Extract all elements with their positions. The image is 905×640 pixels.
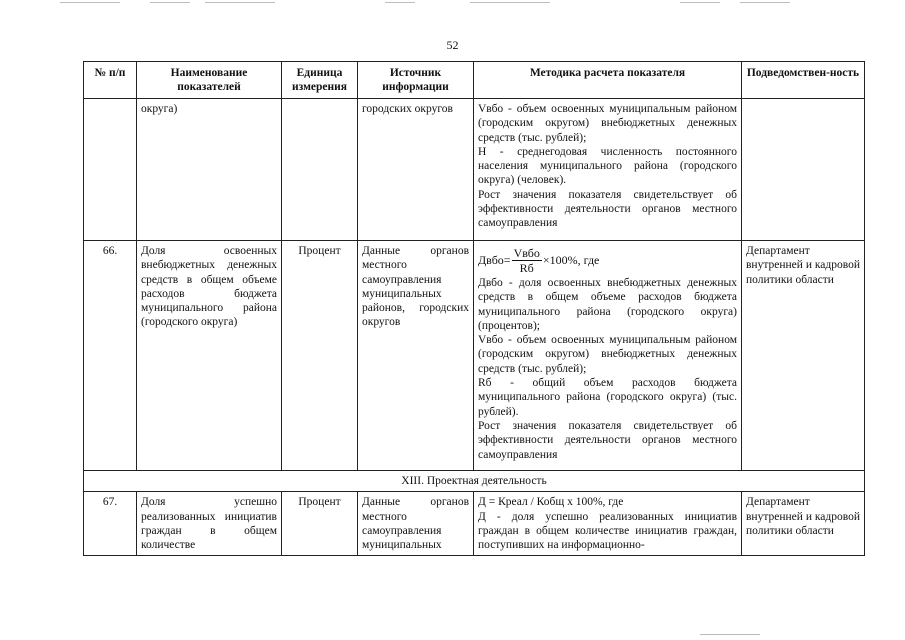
method-line: Рост значения показателя свидетельствует об эффективности деятельности органов местного самоуправления xyxy=(478,419,737,461)
cell-num: 67. xyxy=(84,492,137,556)
cell-subordination xyxy=(742,99,865,241)
scan-artifact xyxy=(385,2,415,3)
scan-artifact xyxy=(150,2,190,3)
cell-source: Данные органов местного самоуправления муниципальных районов, городских округов xyxy=(358,241,474,471)
section-title: XIII. Проектная деятельность xyxy=(84,471,865,492)
method-line: Рост значения показателя свидетельствует об эффективности деятельности органов местного самоуправления xyxy=(478,188,737,230)
cell-num: 66. xyxy=(84,241,137,471)
table-row-continuation xyxy=(84,99,865,241)
scan-artifact xyxy=(680,2,720,3)
table-row-67 xyxy=(84,492,865,556)
header-unit: Единица измерения xyxy=(282,62,358,99)
formula-denominator: Rб xyxy=(519,261,534,275)
table-row-66 xyxy=(84,241,865,471)
scan-artifact xyxy=(470,2,550,3)
header-num: № п/п xyxy=(84,62,137,99)
cell-unit xyxy=(282,99,358,241)
page-number: 52 xyxy=(446,38,459,52)
cell-method xyxy=(474,99,742,241)
table-header-row xyxy=(84,62,865,99)
method-line: Д = Креал / Кобщ х 100%, где xyxy=(478,496,624,509)
cell-name: Доля освоенных внебюджетных денежных средств в общем объеме расходов бюджета муниципального района (городского округа) xyxy=(137,241,282,471)
scan-artifact xyxy=(205,2,275,3)
formula xyxy=(478,246,737,275)
formula-rhs: ×100%, где xyxy=(542,253,600,268)
cell-unit: Процент xyxy=(282,241,358,471)
header-source: Источник информации xyxy=(358,62,474,99)
cell-name: Доля успешно реализованных инициатив граждан в общем количестве xyxy=(137,492,282,556)
scan-artifact xyxy=(700,634,760,635)
header-name: Наименование показателей xyxy=(137,62,282,99)
scan-artifact xyxy=(740,2,790,3)
cell-num xyxy=(84,99,137,241)
method-line: Д - доля успешно реализованных инициатив граждан в общем количестве инициатив граждан, поступивших на информационно- xyxy=(478,510,737,552)
cell-unit: Процент xyxy=(282,492,358,556)
formula-numerator: Vвбо xyxy=(513,246,540,260)
section-row xyxy=(84,471,865,492)
method-line: Vвбо - объем освоенных муниципальным районом (городским округом) внебюджетных денежных средств (тыс. рублей); xyxy=(478,103,737,144)
cell-method xyxy=(474,241,742,471)
cell-subordination: Департамент внутренней и кадровой политики области xyxy=(742,492,865,556)
scan-artifact xyxy=(60,2,120,3)
cell-method xyxy=(474,492,742,556)
method-line: Н - среднегодовая численность постоянного населения муниципального района (городского округа) (человек). xyxy=(478,145,737,187)
header-subordination: Подведомствен-ность xyxy=(742,62,865,99)
cell-name: округа) xyxy=(137,99,282,241)
method-line: Vвбо - объем освоенных муниципальным районом (городским округом) внебюджетных денежных средств (тыс. рублей); xyxy=(478,334,737,375)
formula-fraction xyxy=(512,246,542,275)
method-line: Двбо - доля освоенных внебюджетных денежных средств в общем объеме расходов бюджета муниципального района (городского округа) (процентов); xyxy=(478,277,737,332)
header-method: Методика расчета показателя xyxy=(474,62,742,99)
method-line: Rб - общий объем расходов бюджета муниципального района (городского округа) (тыс. рублей). xyxy=(478,377,737,418)
indicators-table xyxy=(83,61,865,556)
cell-source: Данные органов местного самоуправления муниципальных xyxy=(358,492,474,556)
cell-subordination: Департамент внутренней и кадровой политики области xyxy=(742,241,865,471)
formula-lhs: Двбо= xyxy=(478,253,511,268)
cell-source: городских округов xyxy=(358,99,474,241)
